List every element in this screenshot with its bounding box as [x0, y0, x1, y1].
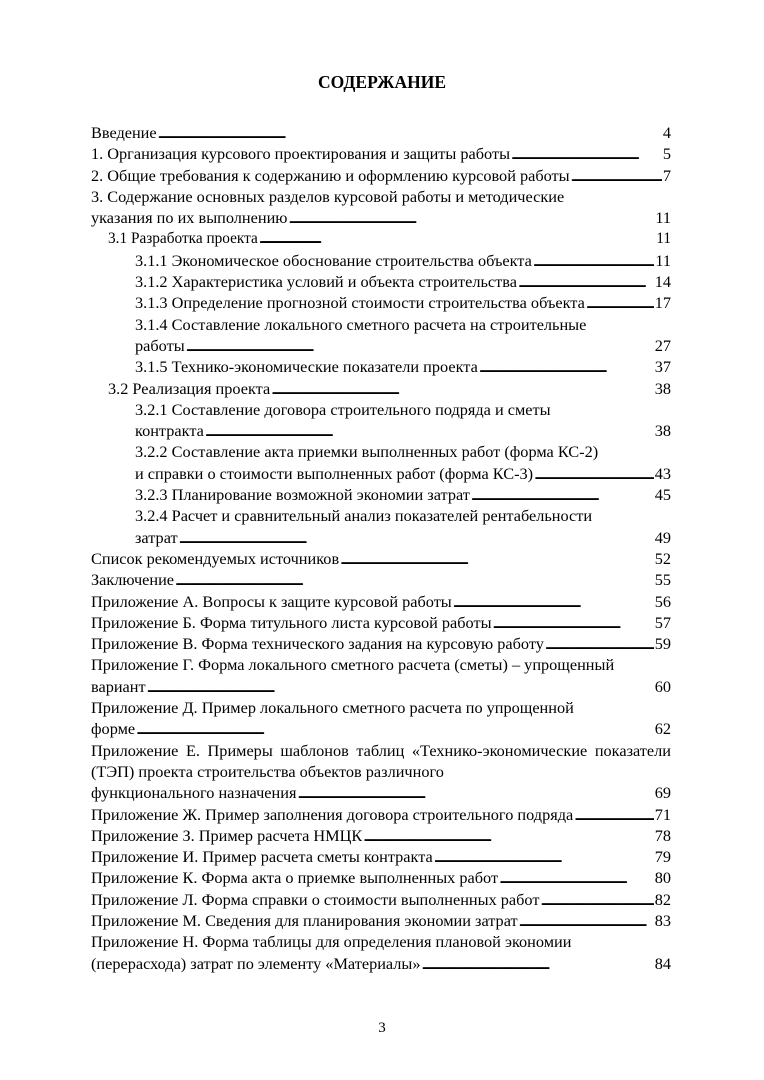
toc-entry-line: [91, 612, 671, 633]
toc-entry-page: 52: [654, 548, 671, 568]
toc-entry-line: [91, 910, 671, 931]
table-of-contents: [91, 122, 671, 974]
dot-leader: [136, 721, 654, 737]
toc-entry: [91, 910, 671, 931]
toc-entry-line: [91, 591, 671, 612]
toc-entry-line: [91, 804, 671, 825]
dot-leader: [186, 338, 654, 354]
toc-entry: [91, 740, 671, 804]
toc-entry-title: Приложение З. Пример расчета НМЦК: [91, 825, 363, 845]
toc-entry-title: Заключение: [91, 570, 175, 590]
toc-entry-title: 3.1.5 Технико-экономические показатели проекта: [135, 357, 478, 377]
dot-leader: [511, 146, 662, 162]
toc-entry-line: [91, 548, 671, 569]
toc-entry-page: 79: [654, 847, 671, 867]
toc-entry-page: 60: [654, 676, 671, 696]
toc-entry: [91, 804, 671, 825]
toc-entry-line: [135, 463, 671, 484]
toc-entry-title: Список рекомендуемых источников: [91, 548, 340, 568]
toc-entry-line: [91, 782, 671, 803]
toc-entry-title: затрат: [135, 527, 178, 547]
toc-entry-page: 71: [654, 804, 671, 824]
page-title: СОДЕРЖАНИЕ: [317, 72, 446, 92]
toc-entry-title: функционального назначения: [91, 783, 297, 803]
dot-leader: [205, 423, 654, 439]
toc-entry-line: [135, 250, 671, 271]
toc-entry-line: [91, 165, 671, 186]
toc-entry-line: [135, 420, 671, 441]
toc-entry-title: 2. Общие требования к содержанию и оформлению курсовой работы: [91, 165, 570, 185]
toc-entry-page: 45: [654, 485, 671, 505]
dot-leader: [533, 253, 654, 269]
toc-entry: [91, 931, 671, 974]
toc-entry-line: [91, 825, 671, 846]
toc-entry-title: контракта: [135, 421, 204, 441]
toc-entry-title: Приложение К. Форма акта о приемке выполненных работ: [91, 868, 499, 888]
toc-entry-lead: 3.2.2 Составление акта приемки выполненных работ (форма КС-2): [135, 442, 599, 462]
toc-entry-line: [108, 228, 671, 249]
toc-entry-page: 82: [654, 889, 671, 909]
toc-entry-title: 3.2 Реализация проекта: [108, 378, 271, 398]
toc-entry-line: [91, 207, 671, 228]
toc-entry-line: [135, 271, 671, 292]
toc-entry-lead: Приложение Д. Пример локального сметного расчета по упрощенной: [91, 698, 574, 718]
toc-entry-title: 3.2.3 Планирование возможной экономии затрат: [135, 485, 470, 505]
toc-entry: [91, 228, 671, 249]
dot-leader: [340, 551, 654, 567]
toc-entry-title: Приложение И. Пример расчета сметы контракта: [91, 847, 433, 867]
toc-entry-page: 59: [654, 634, 671, 654]
toc-entry: [91, 633, 671, 654]
toc-entry-page: 11: [655, 208, 671, 228]
toc-entry-title: Приложение В. Форма технического задания на курсовую работу: [91, 634, 544, 654]
toc-entry-title: 3.1 Разработка проекта: [108, 230, 258, 248]
toc-entry-page: 80: [654, 868, 671, 888]
toc-entry: [91, 441, 671, 484]
dot-leader: [479, 359, 654, 375]
toc-entry: [91, 697, 671, 740]
toc-entry: [91, 591, 671, 612]
toc-entry-line: [91, 143, 671, 164]
toc-entry-page: 84: [654, 953, 671, 973]
toc-entry-line: [91, 122, 671, 143]
dot-leader: [518, 274, 654, 290]
toc-entry-page: 43: [654, 463, 671, 483]
toc-entry: [91, 250, 671, 271]
toc-entry-lead: Приложение Е. Примеры шаблонов таблиц «Технико-экономические показатели (ТЭП) проекта строительства объектов различного: [91, 740, 671, 781]
toc-entry-page: 38: [654, 378, 671, 398]
toc-entry: [91, 825, 671, 846]
dot-leader: [271, 381, 654, 397]
toc-entry-line: [135, 292, 671, 313]
toc-entry-page: 57: [654, 612, 671, 632]
toc-entry-title: и справки о стоимости выполненных работ (форма КС-3): [135, 463, 534, 483]
toc-entry-title: (перерасхода) затрат по элементу «Материалы»: [91, 953, 421, 973]
dot-leader: [179, 530, 654, 546]
toc-entry-page: 7: [662, 165, 671, 185]
dot-leader: [499, 870, 654, 886]
toc-entry-line: [91, 718, 671, 739]
toc-entry-lead: 3.2.4 Расчет и сравнительный анализ показателей рентабельности: [135, 506, 593, 526]
dot-leader: [259, 231, 655, 246]
toc-entry-page: 5: [662, 144, 671, 164]
dot-leader: [297, 785, 653, 801]
page-number: 3: [378, 1020, 386, 1036]
toc-entry-page: 37: [654, 357, 671, 377]
toc-entry-line: [91, 846, 671, 867]
toc-entry: [91, 846, 671, 867]
toc-entry-line: [135, 335, 671, 356]
toc-entry: [91, 378, 671, 399]
dot-leader: [288, 210, 654, 226]
toc-entry-line: [108, 378, 671, 399]
toc-entry-page: 17: [654, 293, 671, 313]
toc-entry-title: вариант: [91, 676, 146, 696]
toc-entry-title: Приложение М. Сведения для планирования экономии затрат: [91, 910, 518, 930]
toc-entry-line: [135, 527, 671, 548]
toc-entry: [91, 505, 671, 548]
toc-entry-line: [91, 889, 671, 910]
toc-entry-page: 78: [654, 825, 671, 845]
dot-leader: [175, 572, 654, 588]
toc-entry: [91, 654, 671, 697]
toc-entry-line: [91, 867, 671, 888]
toc-entry-page: 83: [654, 910, 671, 930]
toc-entry: [91, 271, 671, 292]
toc-entry: [91, 122, 671, 143]
toc-entry-page: 14: [654, 272, 671, 292]
toc-entry-title: Приложение Б. Форма титульного листа курсовой работы: [91, 612, 492, 632]
dot-leader: [158, 125, 662, 141]
toc-entry-page: 55: [654, 570, 671, 590]
dot-leader: [434, 849, 654, 865]
dot-leader: [519, 913, 654, 929]
toc-entry-title: 3.1.1 Экономическое обоснование строительства объекта: [135, 250, 532, 270]
dot-leader: [571, 168, 662, 184]
toc-entry: [91, 314, 671, 357]
toc-entry: [91, 612, 671, 633]
toc-entry-title: Приложение Л. Форма справки о стоимости выполненных работ: [91, 889, 540, 909]
toc-entry: [91, 186, 671, 229]
toc-entry-lead: Приложение Н. Форма таблицы для определения плановой экономии: [91, 932, 572, 952]
toc-entry-line: [91, 676, 671, 697]
toc-entry-page: 4: [662, 123, 671, 142]
toc-entry-title: 3.1.3 Определение прогнозной стоимости строительства объекта: [135, 293, 585, 313]
toc-entry-title: 3.1.2 Характеристика условий и объекта строительства: [135, 272, 517, 292]
toc-entry: [91, 889, 671, 910]
toc-entry-title: Приложение А. Вопросы к защите курсовой работы: [91, 591, 452, 611]
toc-entry-page: 62: [654, 719, 671, 739]
toc-entry-line: [91, 953, 671, 974]
toc-entry-lead: Приложение Г. Форма локального сметного расчета (сметы) – упрощенный: [91, 655, 615, 675]
dot-leader: [545, 636, 654, 652]
toc-entry-page: 56: [654, 591, 671, 611]
toc-entry: [91, 143, 671, 164]
toc-entry-title: указания по их выполнению: [91, 208, 288, 228]
toc-entry-title: работы: [135, 335, 185, 355]
toc-entry: [91, 867, 671, 888]
dot-leader: [574, 807, 653, 823]
toc-entry-line: [135, 356, 671, 377]
toc-entry-page: 49: [654, 527, 671, 547]
toc-entry: [91, 548, 671, 569]
dot-leader: [147, 679, 654, 695]
toc-entry-page: 27: [654, 335, 671, 355]
toc-entry-page: 38: [654, 421, 671, 441]
dot-leader: [422, 956, 654, 972]
dot-leader: [471, 487, 654, 503]
toc-entry: [91, 569, 671, 590]
toc-entry-lead: 3.1.4 Составление локального сметного расчета на строительные: [135, 314, 587, 334]
dot-leader: [540, 892, 653, 908]
toc-entry: [91, 484, 671, 505]
toc-entry-page: 11: [656, 230, 671, 248]
toc-entry-title: форме: [91, 719, 136, 739]
toc-entry-lead: 3. Содержание основных разделов курсовой работы и методические: [91, 186, 565, 206]
dot-leader: [363, 828, 653, 844]
toc-entry-line: [135, 484, 671, 505]
toc-entry-line: [91, 633, 671, 654]
toc-entry: [91, 292, 671, 313]
toc-entry-title: 1. Организация курсового проектирования и защиты работы: [91, 144, 511, 164]
toc-entry: [91, 399, 671, 442]
toc-entry-lead: 3.2.1 Составление договора строительного подряда и сметы: [135, 399, 551, 419]
toc-entry: [91, 165, 671, 186]
toc-entry: [91, 356, 671, 377]
toc-entry-title: Приложение Ж. Пример заполнения договора строительного подряда: [91, 804, 574, 824]
dot-leader: [534, 466, 654, 482]
toc-entry-line: [91, 569, 671, 590]
dot-leader: [453, 594, 654, 610]
dot-leader: [493, 615, 654, 631]
toc-entry-title: Введение: [91, 123, 157, 142]
toc-entry-page: 11: [655, 250, 671, 270]
toc-entry-page: 69: [654, 783, 671, 803]
dot-leader: [586, 295, 654, 311]
